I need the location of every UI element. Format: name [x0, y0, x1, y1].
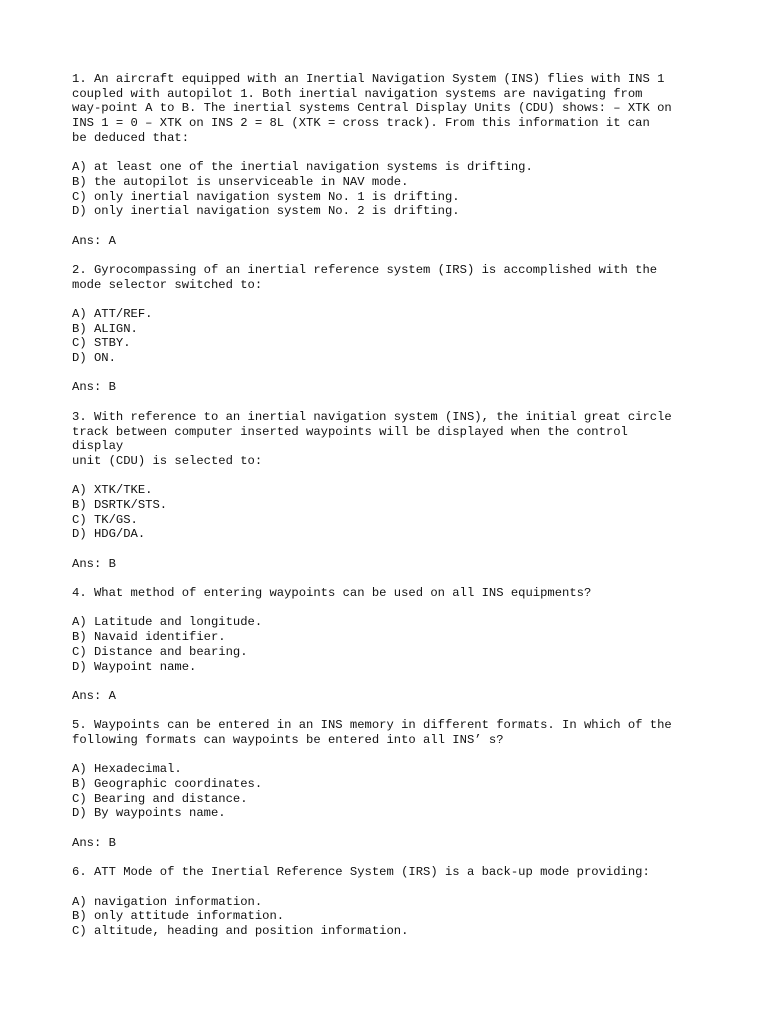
question-text-line: 5. Waypoints can be entered in an INS memory in different formats. In which of the	[72, 718, 672, 733]
question-1	[72, 72, 712, 263]
question-2	[72, 263, 712, 410]
option-c: C) only inertial navigation system No. 1 is drifting.	[72, 189, 460, 204]
spacer	[72, 674, 712, 689]
question-text-line: be deduced that:	[72, 130, 190, 145]
spacer	[72, 704, 712, 719]
answer-line: Ans: B	[72, 556, 116, 571]
option-d: D) HDG/DA.	[72, 527, 146, 542]
option-c: C) Bearing and distance.	[72, 791, 248, 806]
option-d: D) Waypoint name.	[72, 659, 197, 674]
question-text-line: display	[72, 439, 124, 454]
option-b: B) Geographic coordinates.	[72, 777, 263, 791]
question-text-line: 1. An aircraft equipped with an Inertial Navigation System (INS) flies with INS 1	[72, 72, 665, 86]
spacer	[72, 850, 712, 865]
option-d: D) only inertial navigation system No. 2 is drifting.	[72, 204, 460, 219]
question-4	[72, 586, 712, 718]
question-text-line: coupled with autopilot 1. Both inertial navigation systems are navigating from	[72, 86, 643, 101]
option-a: A) ATT/REF.	[72, 307, 153, 321]
spacer	[72, 292, 712, 307]
question-text-line: 4. What method of entering waypoints can be used on all INS equipments?	[72, 586, 592, 601]
spacer	[72, 748, 712, 763]
option-c: C) TK/GS.	[72, 512, 138, 527]
question-text-line: track between computer inserted waypoints will be displayed when the control	[72, 424, 628, 439]
spacer	[72, 469, 712, 484]
option-b: B) ALIGN.	[72, 321, 138, 336]
question-text-line: 2. Gyrocompassing of an inertial reference system (IRS) is accomplished with the	[72, 262, 658, 277]
option-c: C) STBY.	[72, 336, 131, 351]
option-b: B) DSRTK/STS.	[72, 497, 168, 512]
option-d: D) ON.	[72, 351, 116, 366]
question-text-line: way-point A to B. The inertial systems Central Display Units (CDU) shows: – XTK on	[72, 101, 672, 116]
spacer	[72, 145, 712, 160]
answer-line: Ans: A	[72, 688, 116, 703]
answer-line: Ans: A	[72, 233, 116, 248]
spacer	[72, 395, 712, 410]
document-page	[72, 72, 712, 939]
answer-line: Ans: B	[72, 835, 116, 850]
question-text-line: mode selector switched to:	[72, 277, 263, 292]
option-a: A) XTK/TKE.	[72, 483, 153, 498]
question-text-line: 3. With reference to an inertial navigation system (INS), the initial great circle	[72, 409, 672, 424]
question-5	[72, 718, 712, 865]
option-b: B) the autopilot is unserviceable in NAV mode.	[72, 174, 409, 189]
question-6	[72, 865, 712, 938]
option-c: C) Distance and bearing.	[72, 644, 248, 659]
spacer	[72, 219, 712, 234]
option-c: C) altitude, heading and position information.	[72, 923, 409, 938]
spacer	[72, 248, 712, 263]
option-b: B) Navaid identifier.	[72, 630, 226, 645]
option-a: A) Latitude and longitude.	[72, 615, 263, 630]
spacer	[72, 571, 712, 586]
spacer	[72, 821, 712, 836]
question-text-line: following formats can waypoints be entered into all INS’ s?	[72, 732, 504, 747]
question-text-line: INS 1 = 0 – XTK on INS 2 = 8L (XTK = cross track). From this information it can	[72, 116, 650, 131]
option-d: D) By waypoints name.	[72, 806, 226, 821]
option-a: A) navigation information.	[72, 894, 263, 909]
spacer	[72, 880, 712, 895]
question-text-line: unit (CDU) is selected to:	[72, 453, 263, 468]
question-text-line: 6. ATT Mode of the Inertial Reference System (IRS) is a back-up mode providing:	[72, 865, 650, 880]
question-3	[72, 410, 712, 586]
answer-line: Ans: B	[72, 380, 116, 395]
option-a: A) at least one of the inertial navigation systems is drifting.	[72, 160, 533, 175]
spacer	[72, 601, 712, 616]
spacer	[72, 542, 712, 557]
spacer	[72, 366, 712, 381]
option-a: A) Hexadecimal.	[72, 762, 182, 777]
option-b: B) only attitude information.	[72, 909, 285, 924]
